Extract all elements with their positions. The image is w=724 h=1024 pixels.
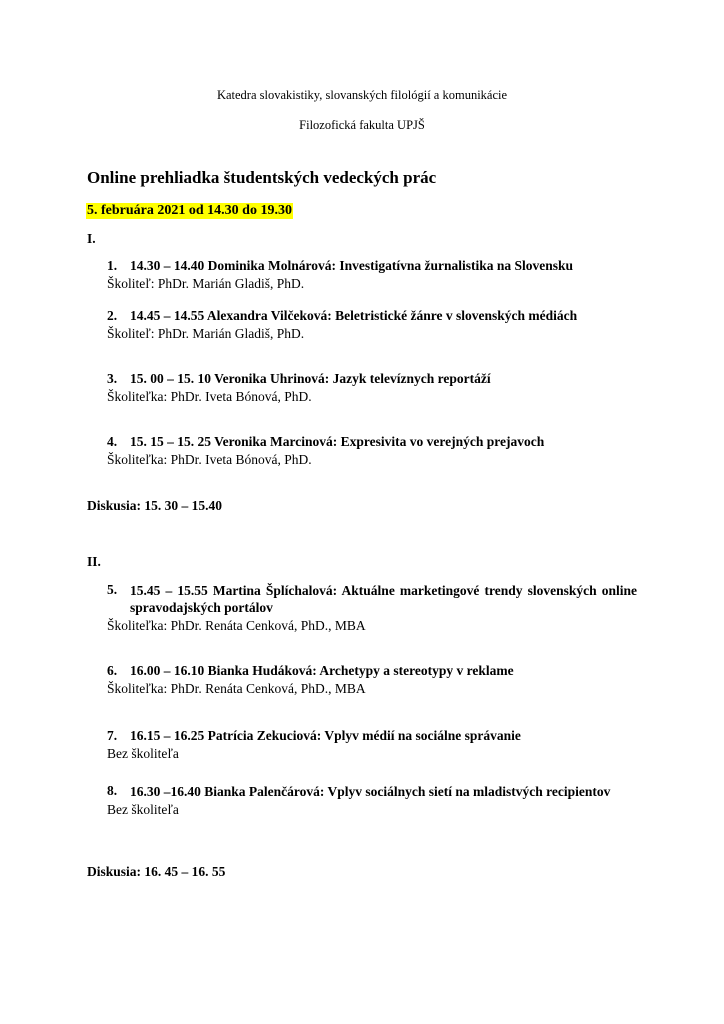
item-supervisor: Školiteľka: PhDr. Iveta Bónová, PhD. xyxy=(107,389,312,404)
item-supervisor: Bez školiteľa xyxy=(107,746,179,761)
list-item xyxy=(107,728,637,762)
list-item xyxy=(107,258,637,292)
item-number: 3. xyxy=(107,371,118,386)
item-text: 15. 00 – 15. 10 Veronika Uhrinová: Jazyk televíznych reportáží xyxy=(130,371,491,386)
item-title xyxy=(107,258,637,274)
item-supervisor: Školiteľka: PhDr. Renáta Cenková, PhD., MBA xyxy=(107,618,366,633)
item-number: 4. xyxy=(107,434,118,449)
item-text: 15. 15 – 15. 25 Veronika Marcinová: Expresivita vo verejných prejavoch xyxy=(130,434,545,449)
item-text: 16.00 – 16.10 Bianka Hudáková: Archetypy a stereotypy v reklame xyxy=(130,663,514,678)
item-title xyxy=(107,663,637,679)
item-number: 2. xyxy=(107,308,118,323)
item-supervisor: Školiteľ: PhDr. Marián Gladiš, PhD. xyxy=(107,326,305,341)
list-item xyxy=(107,783,637,818)
item-title xyxy=(107,728,637,744)
item-title xyxy=(107,434,637,450)
item-supervisor: Školiteľka: PhDr. Iveta Bónová, PhD. xyxy=(107,452,312,467)
section-label-1: I. xyxy=(87,231,96,246)
item-number: 8. xyxy=(107,783,118,798)
list-item xyxy=(107,663,637,697)
item-text: 14.45 – 14.55 Alexandra Vilčeková: Beletristické žánre v slovenských médiách xyxy=(130,308,578,323)
item-supervisor: Školiteľka: PhDr. Renáta Cenková, PhD., MBA xyxy=(107,681,366,696)
item-number: 1. xyxy=(107,258,118,273)
item-supervisor: Školiteľ: PhDr. Marián Gladiš, PhD. xyxy=(107,276,305,291)
item-title xyxy=(107,308,637,324)
faculty-header: Filozofická fakulta UPJŠ xyxy=(299,118,425,132)
section-label-2: II. xyxy=(87,554,101,569)
item-text: 16.15 – 16.25 Patrícia Zekuciová: Vplyv médií na sociálne správanie xyxy=(130,728,521,743)
item-number: 5. xyxy=(107,582,118,597)
department-header: Katedra slovakistiky, slovanských filológií a komunikácie xyxy=(216,88,508,102)
item-title xyxy=(107,582,637,616)
item-title xyxy=(107,783,637,800)
list-item xyxy=(107,582,637,634)
list-item xyxy=(107,434,637,468)
item-number: 7. xyxy=(107,728,118,743)
discussion-1: Diskusia: 15. 30 – 15.40 xyxy=(87,498,223,513)
item-title xyxy=(107,371,637,387)
list-item xyxy=(107,308,637,342)
item-supervisor: Bez školiteľa xyxy=(107,802,179,817)
item-text: 15.45 – 15.55 Martina Šplíchalová: Aktuálne marketingové trendy slovenských online spravodajských portálov xyxy=(130,583,637,615)
event-date: 5. februára 2021 od 14.30 do 19.30 xyxy=(87,203,292,218)
discussion-2: Diskusia: 16. 45 – 16. 55 xyxy=(87,864,226,879)
list-item xyxy=(107,371,637,405)
item-number: 6. xyxy=(107,663,118,678)
item-text: 14.30 – 14.40 Dominika Molnárová: Investigatívna žurnalistika na Slovensku xyxy=(130,258,574,273)
item-text: 16.30 –16.40 Bianka Palenčárová: Vplyv sociálnych sietí na mladistvých recipientov xyxy=(130,784,611,799)
page-title: Online prehliadka študentských vedeckých prác xyxy=(87,168,437,187)
